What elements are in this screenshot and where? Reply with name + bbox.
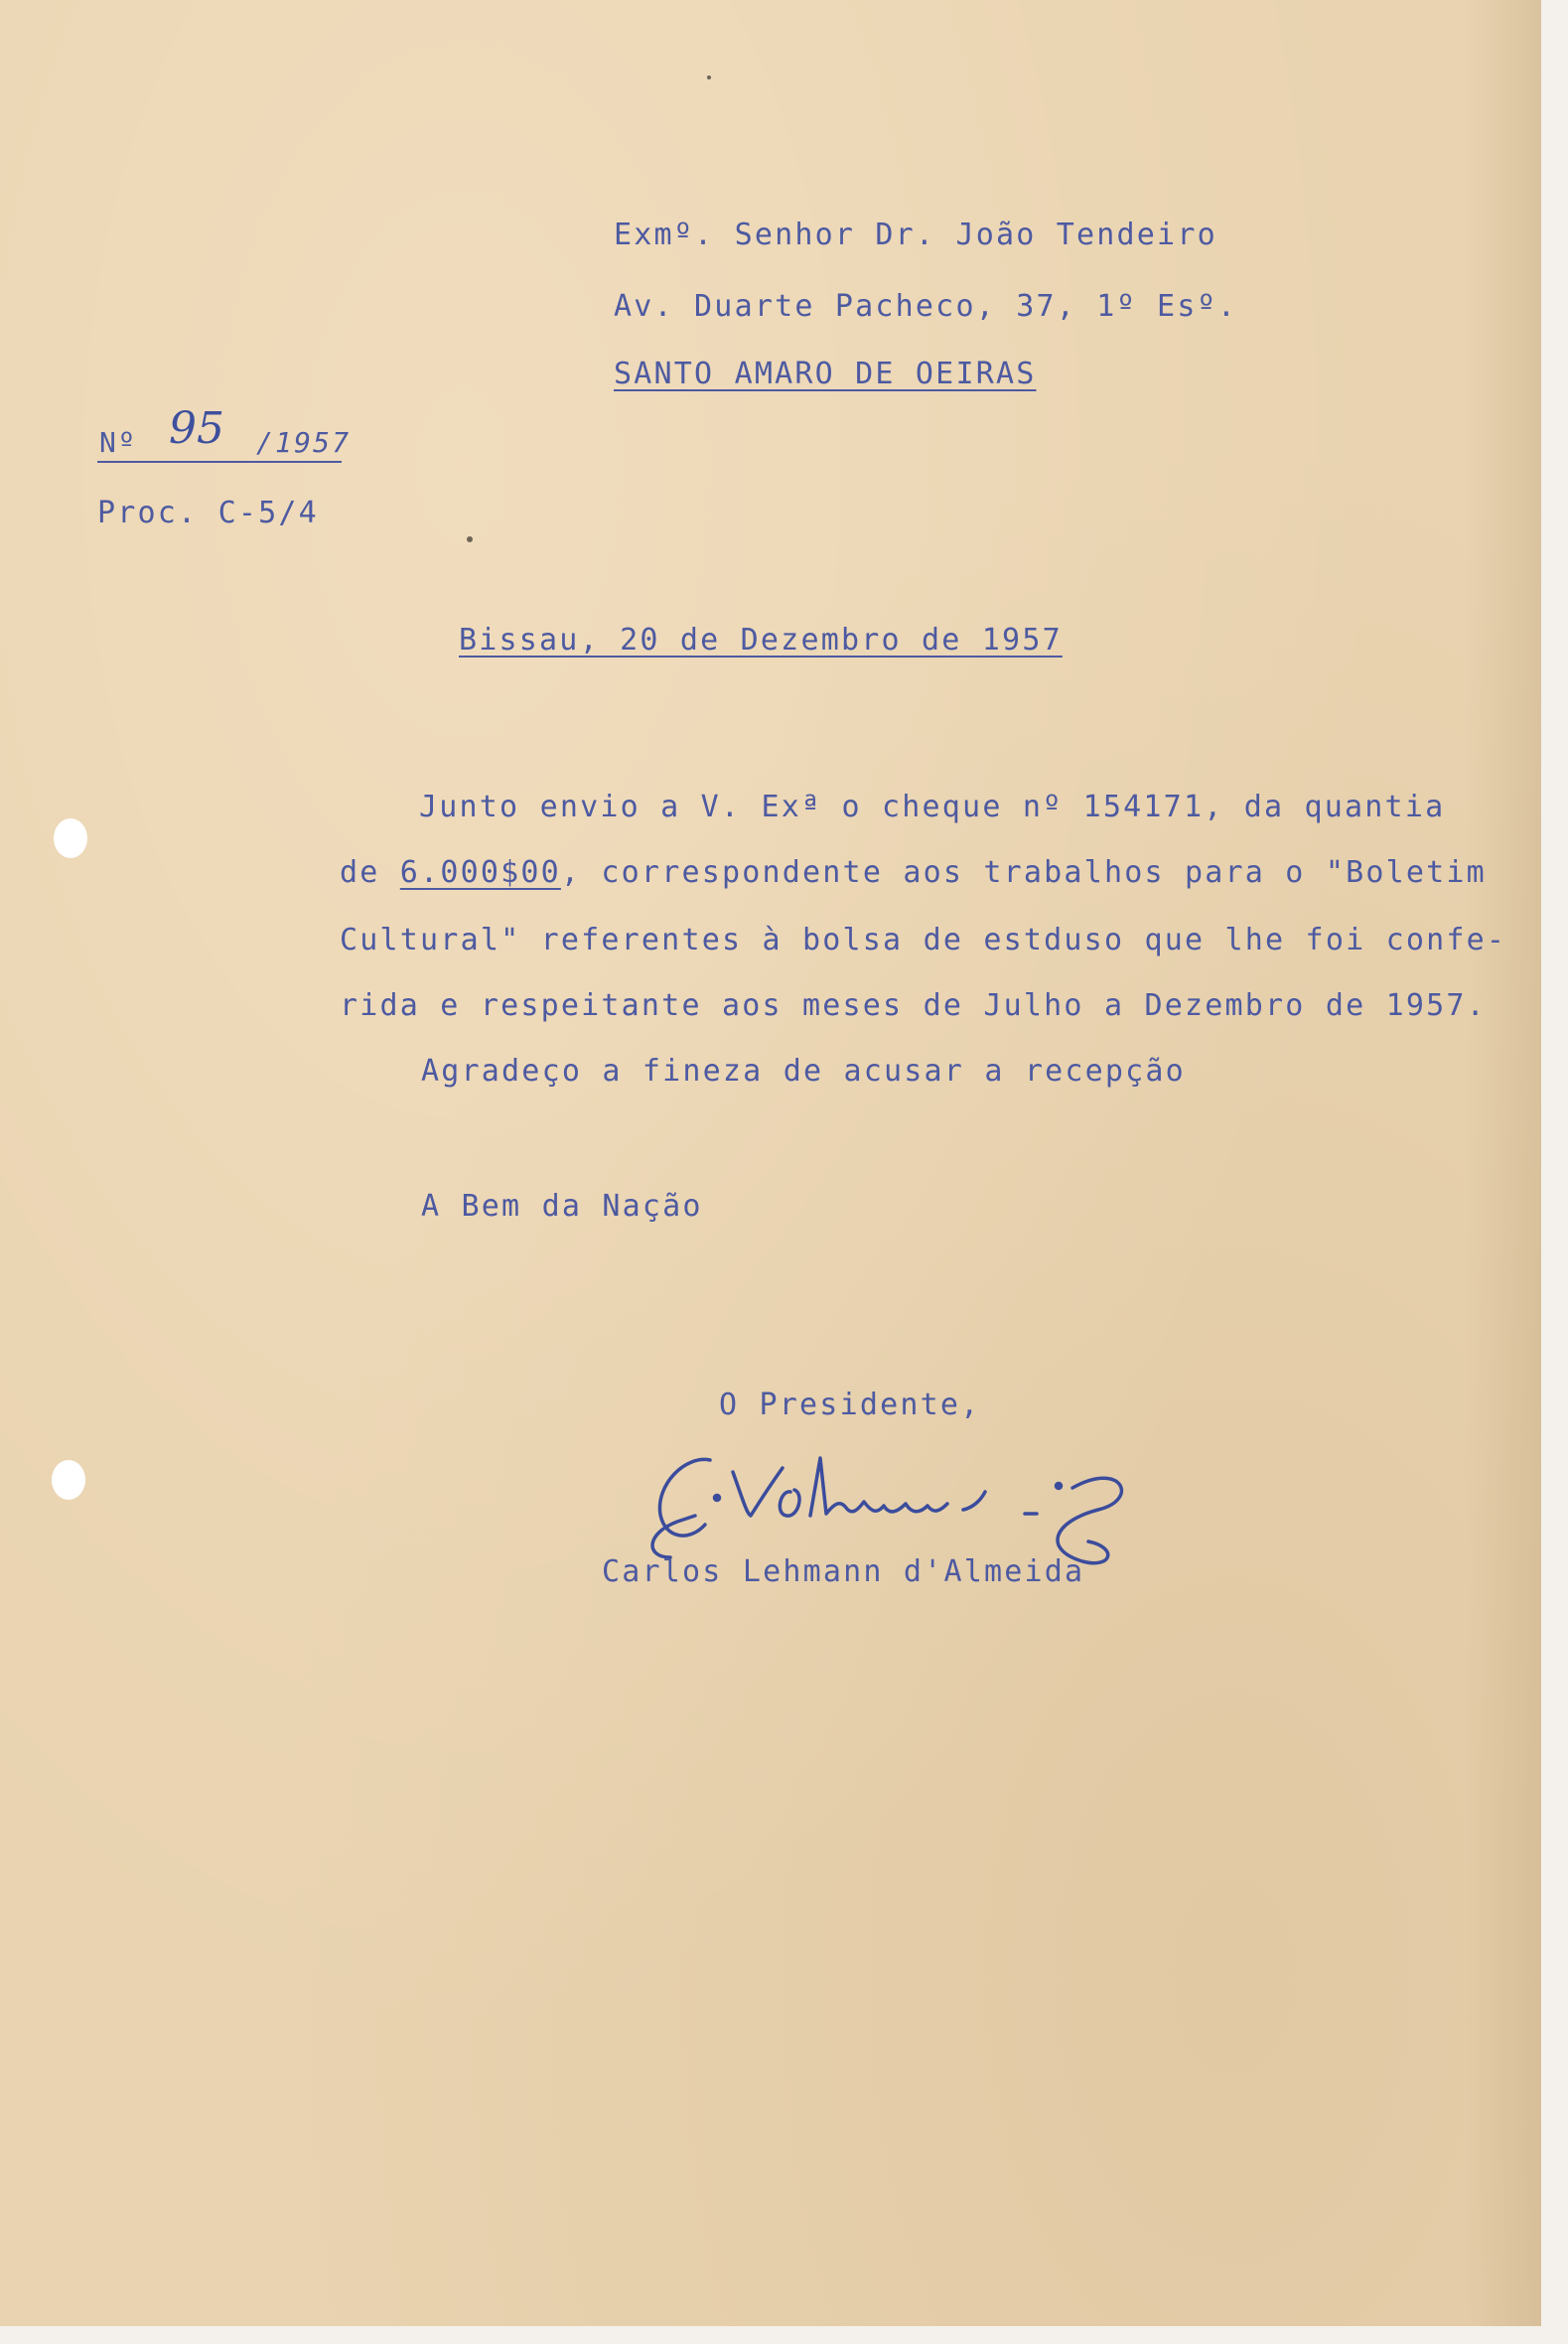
closing-salutation: A Bem da Nação <box>421 1189 703 1224</box>
recipient-line-3: SANTO AMARO DE OEIRAS <box>614 357 1037 391</box>
body-paragraph-1-line-2 <box>340 855 1487 890</box>
recipient-line-1: Exmº. Senhor Dr. João Tendeiro <box>614 218 1217 252</box>
reference-number <box>97 403 352 463</box>
body-line-2-prefix: de <box>340 855 380 890</box>
reference-number-prefix: Nº <box>99 426 138 459</box>
cheque-amount: 6.000$00 <box>399 855 561 890</box>
body-paragraph-1-line-1: Junto envio a V. Exª o cheque nº 154171, da quantia <box>419 790 1446 824</box>
punch-hole-upper <box>54 818 87 858</box>
paper-speck <box>467 536 473 542</box>
recipient-line-2: Av. Duarte Pacheco, 37, 1º Esº. <box>614 289 1238 324</box>
reference-number-handwritten: 95 <box>169 403 224 454</box>
scan-margin-right <box>1541 0 1568 2344</box>
body-paragraph-1-line-3: Cultural" referentes à bolsa de estduso que lhe foi confe- <box>340 923 1507 957</box>
body-paragraph-1-line-4: rida e respeitante aos meses de Julho a Dezembro de 1957. <box>340 988 1487 1023</box>
body-line-2-rest: , correspondente aos trabalhos para o "Boletim <box>560 855 1487 890</box>
reference-number-suffix: /1957 <box>256 426 352 459</box>
punch-hole-lower <box>52 1460 85 1500</box>
paper-speck <box>707 75 711 79</box>
scan-margin-bottom <box>0 2326 1568 2344</box>
signatory-title: O Presidente, <box>719 1388 981 1422</box>
signatory-name: Carlos Lehmann d'Almeida <box>602 1554 1085 1589</box>
reference-number-underline <box>97 461 342 463</box>
body-paragraph-2: Agradeço a fineza de acusar a recepção <box>421 1054 1186 1089</box>
place-date: Bissau, 20 de Dezembro de 1957 <box>459 623 1063 658</box>
process-number: Proc. C-5/4 <box>97 496 319 530</box>
